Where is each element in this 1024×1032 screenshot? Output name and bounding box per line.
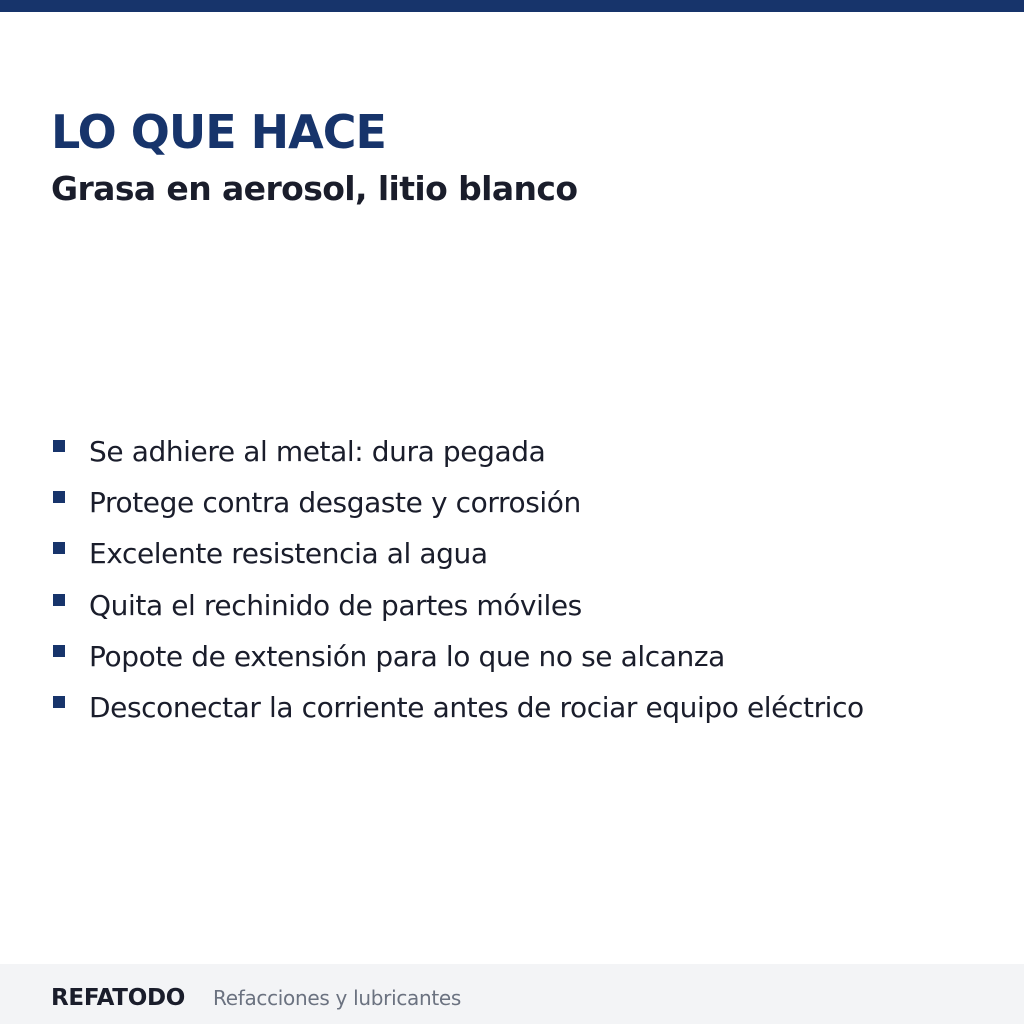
- feature-text: Desconectar la corriente antes de rociar equipo eléctrico: [89, 690, 864, 724]
- feature-text: Excelente resistencia al agua: [89, 537, 488, 571]
- feature-item: [51, 682, 864, 733]
- feature-text: Se adhiere al metal: dura pegada: [89, 435, 546, 468]
- square-bullet-icon: [53, 645, 65, 657]
- feature-item: [51, 426, 864, 477]
- feature-list: [51, 426, 864, 733]
- brand-tagline: Refacciones y lubricantes: [213, 986, 462, 1010]
- feature-item: [51, 477, 864, 528]
- footer-bar: [0, 964, 1024, 1024]
- feature-text: Quita el rechinido de partes móviles: [89, 588, 582, 622]
- square-bullet-icon: [53, 491, 65, 503]
- page-title: LO QUE HACE: [51, 105, 386, 159]
- square-bullet-icon: [53, 440, 65, 452]
- brand-name: REFATODO: [51, 985, 185, 1011]
- feature-item: [51, 580, 864, 631]
- feature-item: [51, 631, 864, 682]
- square-bullet-icon: [53, 696, 65, 708]
- page-subtitle: Grasa en aerosol, litio blanco: [51, 169, 578, 208]
- square-bullet-icon: [53, 594, 65, 606]
- feature-text: Popote de extensión para lo que no se alcanza: [89, 639, 725, 673]
- square-bullet-icon: [53, 542, 65, 554]
- top-accent-bar: [0, 0, 1024, 12]
- feature-text: Protege contra desgaste y corrosión: [89, 486, 581, 520]
- feature-item: [51, 528, 864, 579]
